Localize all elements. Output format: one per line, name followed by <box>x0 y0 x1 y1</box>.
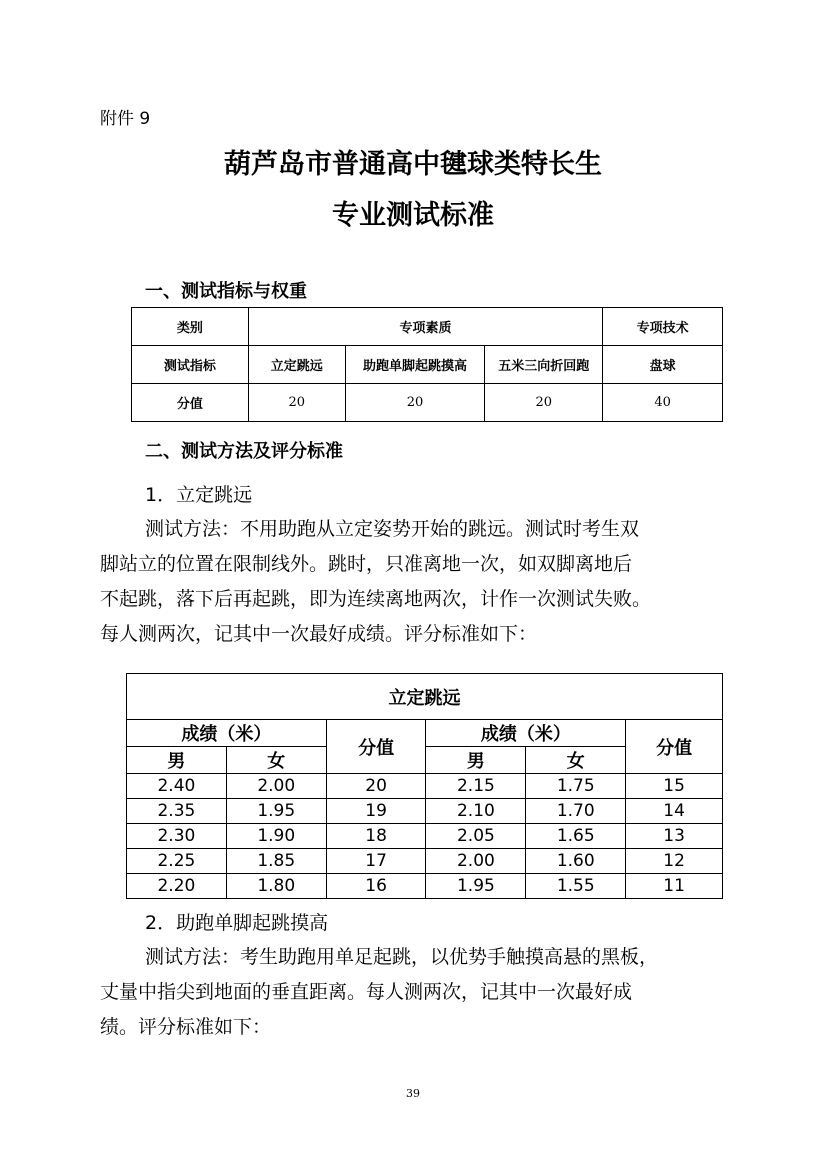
cell: 14 <box>626 799 723 824</box>
result-header: 成绩（米） <box>127 720 327 747</box>
method-line: 不起跳，落下后再起跳，即为连续离地两次，计作一次测试失败。 <box>100 588 652 610</box>
weights-row-category <box>132 308 723 346</box>
cell: 1.60 <box>526 849 626 874</box>
cell: 2.15 <box>426 774 526 799</box>
cell: 12 <box>626 849 723 874</box>
cell: 1.85 <box>226 849 326 874</box>
cell: 2.00 <box>226 774 326 799</box>
female-header: 女 <box>526 747 626 774</box>
method-line: 每人测两次，记其中一次最好成绩。评分标准如下： <box>100 623 538 645</box>
table-row <box>127 874 723 899</box>
method-line: 测试方法：不用助跑从立定姿势开始的跳远。测试时考生双 <box>145 518 640 540</box>
special-quality-header: 专项素质 <box>248 308 602 346</box>
item1-heading: 1．立定跳远 <box>145 484 253 506</box>
cell: 1.65 <box>526 824 626 849</box>
indicator-cell: 盘球 <box>603 346 723 384</box>
score-cell: 40 <box>603 384 723 422</box>
cell: 15 <box>626 774 723 799</box>
indicator-label: 测试指标 <box>132 346 249 384</box>
indicator-cell: 立定跳远 <box>248 346 345 384</box>
method-line: 绩。评分标准如下： <box>100 1016 272 1038</box>
weights-table <box>131 307 723 422</box>
cell: 13 <box>626 824 723 849</box>
document-title: 葫芦岛市普通高中毽球类特长生 <box>224 149 602 180</box>
cell: 2.40 <box>127 774 227 799</box>
method-line: 测试方法：考生助跑用单足起跳，以优势手触摸高悬的黑板， <box>145 946 659 968</box>
cell: 2.00 <box>426 849 526 874</box>
method-line: 脚站立的位置在限制线外。跳时，只准离地一次，如双脚离地后 <box>100 553 633 575</box>
cell: 18 <box>326 824 426 849</box>
score-cell: 20 <box>345 384 485 422</box>
jump-table-title: 立定跳远 <box>127 674 723 720</box>
cell: 1.55 <box>526 874 626 899</box>
female-header: 女 <box>226 747 326 774</box>
weights-row-scores <box>132 384 723 422</box>
score-header: 分值 <box>626 720 723 774</box>
cell: 2.35 <box>127 799 227 824</box>
section2-heading: 二、测试方法及评分标准 <box>145 441 343 462</box>
score-header: 分值 <box>326 720 426 774</box>
cell: 2.10 <box>426 799 526 824</box>
male-header: 男 <box>426 747 526 774</box>
score-cell: 20 <box>248 384 345 422</box>
method-line: 丈量中指尖到地面的垂直距离。每人测两次，记其中一次最好成 <box>100 981 633 1003</box>
table-row <box>127 849 723 874</box>
attachment-label: 附件 9 <box>100 109 151 129</box>
cell: 11 <box>626 874 723 899</box>
table-row <box>127 774 723 799</box>
cell: 17 <box>326 849 426 874</box>
cell: 1.95 <box>226 799 326 824</box>
score-label: 分值 <box>132 384 249 422</box>
result-header: 成绩（米） <box>426 720 626 747</box>
score-cell: 20 <box>485 384 603 422</box>
category-label: 类别 <box>132 308 249 346</box>
cell: 1.75 <box>526 774 626 799</box>
male-header: 男 <box>127 747 227 774</box>
cell: 1.95 <box>426 874 526 899</box>
special-skill-header: 专项技术 <box>603 308 723 346</box>
item2-heading: 2．助跑单脚起跳摸高 <box>145 912 329 934</box>
cell: 2.20 <box>127 874 227 899</box>
item2-method <box>100 940 740 1045</box>
cell: 16 <box>326 874 426 899</box>
cell: 1.80 <box>226 874 326 899</box>
cell: 1.90 <box>226 824 326 849</box>
indicator-cell: 五米三向折回跑 <box>485 346 603 384</box>
table-row <box>127 799 723 824</box>
indicator-cell: 助跑单脚起跳摸高 <box>345 346 485 384</box>
cell: 2.25 <box>127 849 227 874</box>
table-row <box>127 824 723 849</box>
document-subtitle: 专业测试标准 <box>332 200 494 231</box>
item1-method <box>100 512 740 652</box>
page-number: 39 <box>406 1087 420 1100</box>
jump-score-table <box>126 673 723 899</box>
cell: 19 <box>326 799 426 824</box>
weights-row-indicators <box>132 346 723 384</box>
cell: 2.30 <box>127 824 227 849</box>
cell: 20 <box>326 774 426 799</box>
cell: 1.70 <box>526 799 626 824</box>
section1-heading: 一、测试指标与权重 <box>145 281 307 302</box>
cell: 2.05 <box>426 824 526 849</box>
